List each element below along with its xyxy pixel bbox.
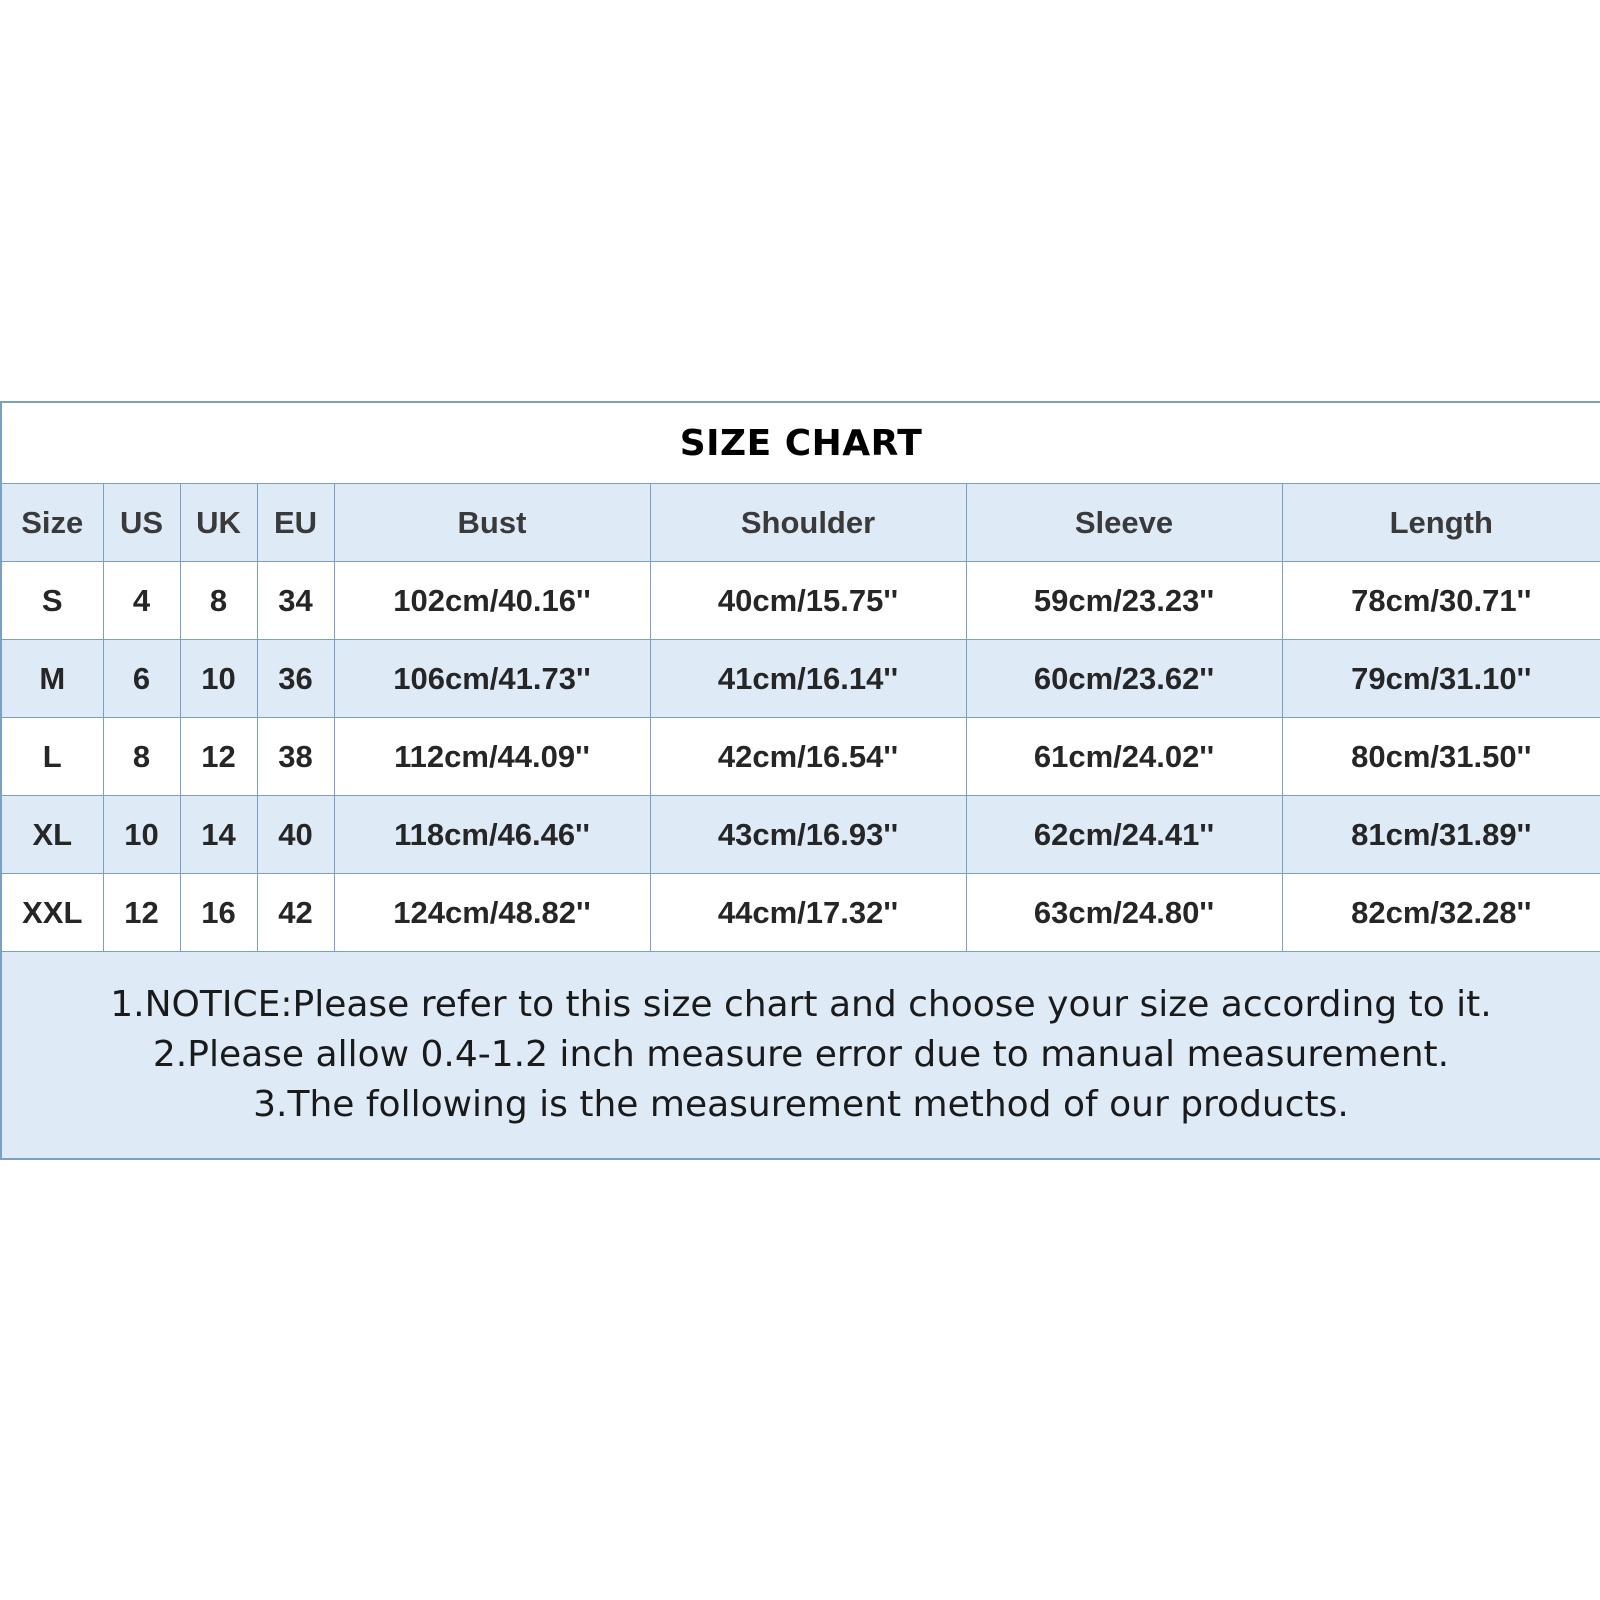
cell-size: XXL (1, 874, 103, 952)
header-eu: EU (257, 484, 334, 562)
cell-uk: 10 (180, 640, 257, 718)
cell-size: S (1, 562, 103, 640)
table-row (1, 562, 1600, 640)
cell-shoulder: 40cm/15.75'' (650, 562, 966, 640)
cell-us: 6 (103, 640, 180, 718)
cell-length: 78cm/30.71'' (1282, 562, 1600, 640)
cell-length: 82cm/32.28'' (1282, 874, 1600, 952)
size-chart-table (0, 401, 1600, 1160)
cell-size: XL (1, 796, 103, 874)
chart-title: SIZE CHART (1, 402, 1600, 484)
cell-size: L (1, 718, 103, 796)
cell-sleeve: 59cm/23.23'' (966, 562, 1282, 640)
cell-uk: 16 (180, 874, 257, 952)
cell-eu: 38 (257, 718, 334, 796)
cell-length: 79cm/31.10'' (1282, 640, 1600, 718)
header-shoulder: Shoulder (650, 484, 966, 562)
cell-shoulder: 41cm/16.14'' (650, 640, 966, 718)
notes-block (1, 952, 1600, 1160)
cell-us: 4 (103, 562, 180, 640)
table-row (1, 874, 1600, 952)
cell-eu: 34 (257, 562, 334, 640)
note-line: 2.Please allow 0.4-1.2 inch measure error due to manual measurement. (152, 1034, 1450, 1075)
cell-size: M (1, 640, 103, 718)
cell-shoulder: 43cm/16.93'' (650, 796, 966, 874)
cell-us: 8 (103, 718, 180, 796)
cell-uk: 12 (180, 718, 257, 796)
cell-length: 80cm/31.50'' (1282, 718, 1600, 796)
cell-shoulder: 44cm/17.32'' (650, 874, 966, 952)
table-row (1, 640, 1600, 718)
header-size: Size (1, 484, 103, 562)
cell-sleeve: 62cm/24.41'' (966, 796, 1282, 874)
header-bust: Bust (334, 484, 650, 562)
cell-us: 12 (103, 874, 180, 952)
cell-length: 81cm/31.89'' (1282, 796, 1600, 874)
header-sleeve: Sleeve (966, 484, 1282, 562)
header-us: US (103, 484, 180, 562)
cell-shoulder: 42cm/16.54'' (650, 718, 966, 796)
cell-bust: 112cm/44.09'' (334, 718, 650, 796)
cell-uk: 14 (180, 796, 257, 874)
cell-eu: 36 (257, 640, 334, 718)
cell-sleeve: 60cm/23.62'' (966, 640, 1282, 718)
table-row (1, 796, 1600, 874)
cell-eu: 42 (257, 874, 334, 952)
cell-sleeve: 63cm/24.80'' (966, 874, 1282, 952)
cell-bust: 118cm/46.46'' (334, 796, 650, 874)
note-line: 3.The following is the measurement method of our products. (253, 1084, 1349, 1125)
header-uk: UK (180, 484, 257, 562)
cell-eu: 40 (257, 796, 334, 874)
header-length: Length (1282, 484, 1600, 562)
note-line: 1.NOTICE:Please refer to this size chart and choose your size according to it. (110, 984, 1492, 1025)
cell-sleeve: 61cm/24.02'' (966, 718, 1282, 796)
cell-bust: 124cm/48.82'' (334, 874, 650, 952)
table-row (1, 718, 1600, 796)
header-row (1, 484, 1600, 562)
cell-bust: 106cm/41.73'' (334, 640, 650, 718)
cell-us: 10 (103, 796, 180, 874)
cell-uk: 8 (180, 562, 257, 640)
cell-bust: 102cm/40.16'' (334, 562, 650, 640)
